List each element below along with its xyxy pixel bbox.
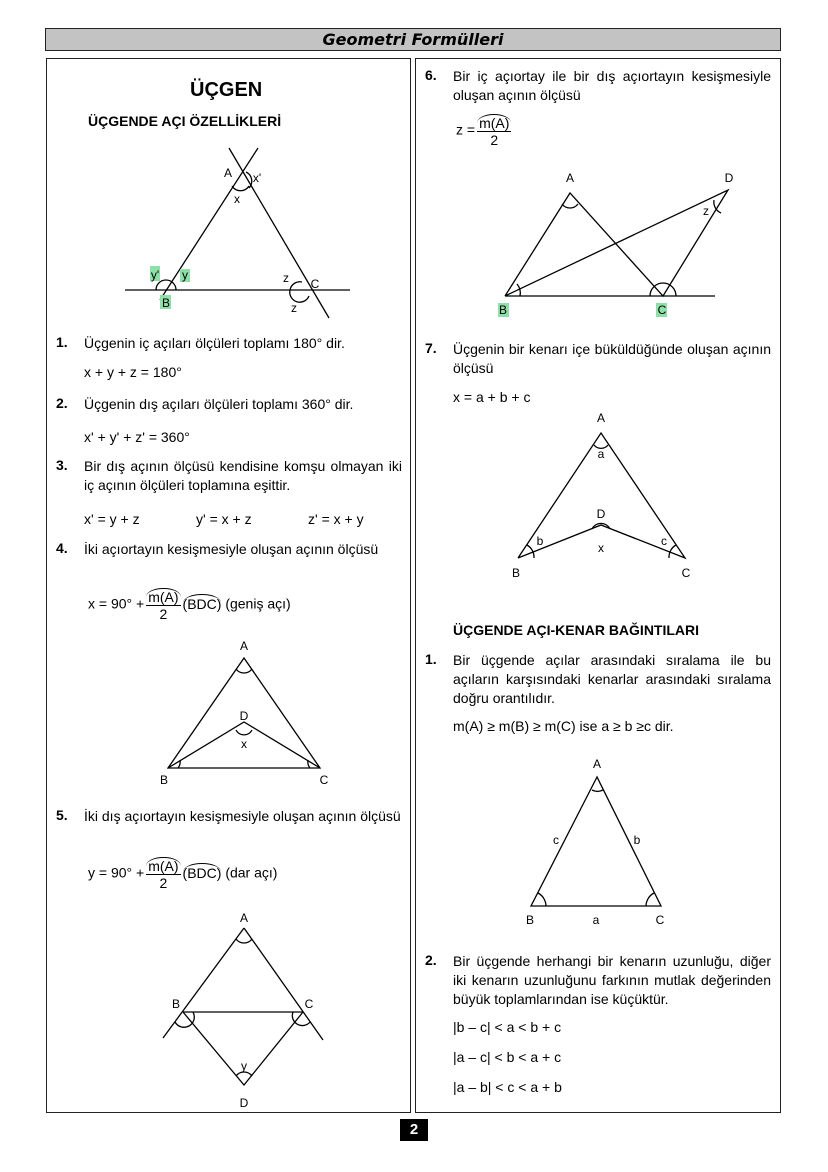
label-x-prime: x' [252, 171, 262, 185]
item-number: 1. [56, 334, 68, 350]
section-title: ÜÇGEN [190, 79, 263, 101]
formula: x = a + b + c [453, 389, 531, 405]
formula [88, 857, 277, 891]
label-c: c [553, 833, 559, 847]
label-y-prime: y' [150, 268, 160, 282]
page-number: 2 [400, 1119, 428, 1141]
arc-term: (BDC) [182, 864, 222, 881]
item-number: 5. [56, 807, 68, 823]
item-text: Üçgenin bir kenarı içe büküldüğünde oluşan açının ölçüsü [453, 341, 771, 376]
formula-lhs: y = 90° + [88, 864, 145, 881]
denominator: 2 [490, 132, 499, 148]
label-A: A [592, 757, 602, 771]
formula: x + y + z = 180° [84, 364, 182, 380]
label-b: b [633, 833, 641, 847]
item-number: 2. [56, 395, 68, 411]
item-text: Bir iç açıortay ile bir dış açıortayın kesişmesiyle oluşan açının ölçüsü [453, 68, 771, 103]
arc-term: (BDC) [182, 595, 222, 612]
formula: |a – c| < b < a + c [453, 1049, 562, 1065]
label-a: a [592, 913, 600, 927]
label-c: c [661, 534, 667, 548]
item-text: Üçgenin iç açıları ölçüleri toplamı 180° dir. [84, 335, 345, 351]
label-B: B [525, 913, 535, 927]
formula-lhs: x = 90° + [88, 595, 145, 612]
item-number: 3. [56, 457, 68, 473]
page-header: Geometri Formülleri [45, 28, 781, 51]
label-B: B [161, 296, 171, 310]
formula-lhs: z = [456, 121, 476, 138]
label-x: x [241, 737, 247, 751]
formula: m(A) ≥ m(B) ≥ m(C) ise a ≥ b ≥c dir. [453, 718, 674, 734]
label-x: x [598, 541, 604, 555]
label-C: C [655, 913, 665, 927]
label-y: y [241, 1059, 247, 1073]
label-B: B [159, 773, 169, 787]
label-D: D [596, 507, 606, 521]
numerator: m(A) [479, 115, 510, 131]
label-z: z [703, 204, 709, 218]
formula: y' = x + z [196, 511, 252, 527]
formula: |a – b| < c < a + b [453, 1079, 562, 1095]
item-number: 6. [425, 67, 437, 83]
label-A: A [596, 411, 606, 425]
label-z-prime: z [291, 301, 297, 315]
numerator: m(A) [148, 858, 179, 874]
formula [88, 588, 291, 622]
label-z: z [283, 271, 289, 285]
formula-note: (dar açı) [225, 864, 278, 881]
label-A: A [239, 639, 249, 653]
label-C: C [304, 997, 314, 1011]
label-C: C [657, 303, 667, 317]
label-b: b [536, 534, 544, 548]
formula-note: (geniş açı) [225, 595, 291, 612]
label-D: D [239, 1096, 249, 1110]
label-A: A [223, 166, 233, 180]
item-number: 1. [425, 651, 437, 667]
formula: x' + y' + z' = 360° [84, 429, 190, 445]
denominator: 2 [159, 875, 168, 891]
item-number: 7. [425, 340, 437, 356]
formula: z' = x + y [308, 511, 364, 527]
section-heading: ÜÇGENDE AÇI-KENAR BAĞINTILARI [453, 622, 700, 638]
label-B: B [171, 997, 181, 1011]
label-D: D [239, 709, 249, 723]
item-text: İki açıortayın kesişmesiyle oluşan açının ölçüsü [84, 541, 379, 557]
numerator: m(A) [148, 589, 179, 605]
label-A: A [565, 171, 575, 185]
formula: |b – c| < a < b + c [453, 1019, 562, 1035]
label-D: D [724, 171, 734, 185]
item-text: Üçgenin dış açıları ölçüleri toplamı 360° dir. [84, 396, 354, 412]
label-C: C [310, 277, 320, 291]
item-text: Bir dış açının ölçüsü kendisine komşu olmayan iki iç açının ölçüleri toplamına eşittir. [84, 458, 402, 493]
item-text: İki dış açıortayın kesişmesiyle oluşan açının ölçüsü [84, 808, 401, 824]
formula: x' = y + z [84, 511, 140, 527]
item-text: Bir üçgende açılar arasındaki sıralama ile bu açıların karşısındaki kenarlar arasındaki sıralama doğru orantılıdır. [453, 652, 771, 706]
denominator: 2 [159, 606, 168, 622]
label-B: B [498, 303, 508, 317]
label-C: C [681, 566, 691, 580]
label-C: C [319, 773, 329, 787]
formula [456, 114, 513, 148]
label-A: A [239, 911, 249, 925]
item-number: 2. [425, 952, 437, 968]
item-number: 4. [56, 540, 68, 556]
label-a: a [597, 447, 605, 461]
label-y: y [182, 268, 188, 282]
section-subtitle: ÜÇGENDE AÇI ÖZELLİKLERİ [88, 113, 282, 129]
item-text: Bir üçgende herhangi bir kenarın uzunluğu, diğer iki kenarın uzunluğunu farkının mutlak değerinden büyük toplamlarından ise küçüktür. [453, 953, 771, 1007]
label-x: x [234, 192, 240, 206]
label-B: B [511, 566, 521, 580]
